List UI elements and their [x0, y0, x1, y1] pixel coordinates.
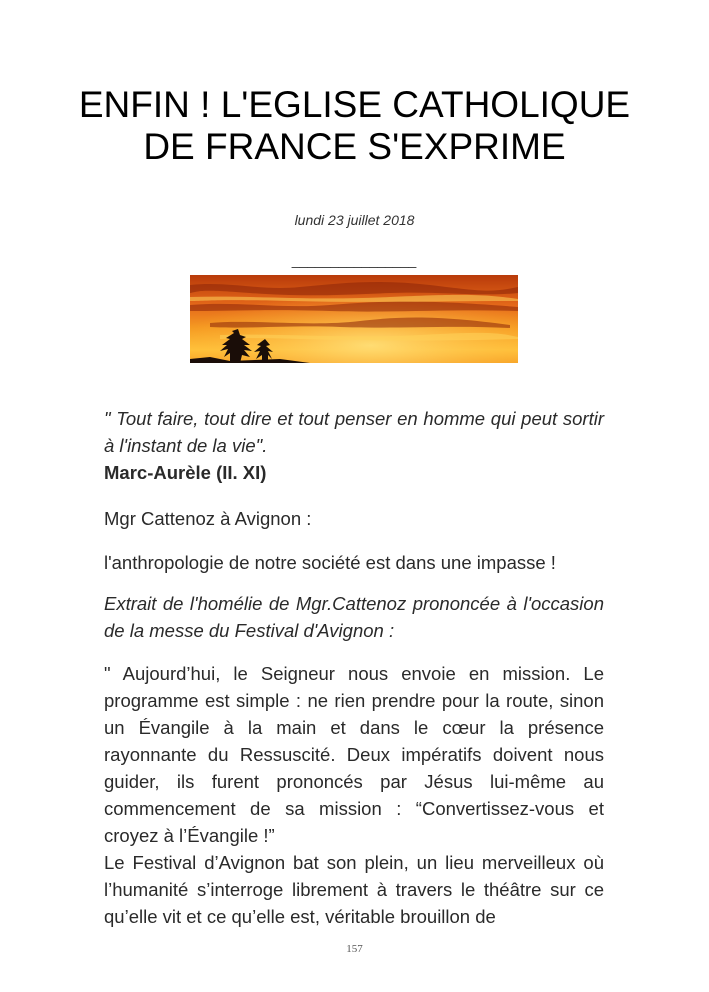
homily-body: [104, 660, 604, 930]
extract-intro: Extrait de l'homélie de Mgr.Cattenoz prononcée à l'occasion de la messe du Festival d'Avignon :: [104, 593, 604, 641]
page-number: 157: [346, 943, 363, 955]
epigraph-quote: " Tout faire, tout dire et tout penser en homme qui peut sortir à l'instant de la vie".: [104, 408, 604, 456]
article-title: ENFIN ! L'EGLISE CATHOLIQUE DE FRANCE S'EXPRIME: [78, 84, 631, 167]
headline-line-2: l'anthropologie de notre société est dans une impasse !: [104, 552, 556, 573]
sunset-image: [190, 275, 518, 363]
headline-line-1: Mgr Cattenoz à Avignon :: [104, 508, 312, 529]
article-date: lundi 23 juillet 2018: [294, 212, 415, 228]
epigraph-author: Marc-Aurèle (II. XI): [104, 462, 267, 483]
homily-paragraph-1: " Aujourd’hui, le Seigneur nous envoie en mission. Le programme est simple : ne rien prendre pour la route, sinon un Évangile à la main et dans le cœur la présence rayonnante du Ressuscité. Deux impératifs doivent nous guider, ils furent prononcés par Jésus lui-même au commencement de sa mission : “Convertissez-vous et croyez à l’Évangile !”: [104, 663, 604, 846]
homily-paragraph-2: Le Festival d’Avignon bat son plein, un lieu merveilleux où l’humanité s’interroge librement à travers le théâtre sur ce qu’elle vit et ce qu’elle est, véritable brouillon de: [104, 852, 604, 927]
separator-line: ________________: [291, 252, 417, 268]
